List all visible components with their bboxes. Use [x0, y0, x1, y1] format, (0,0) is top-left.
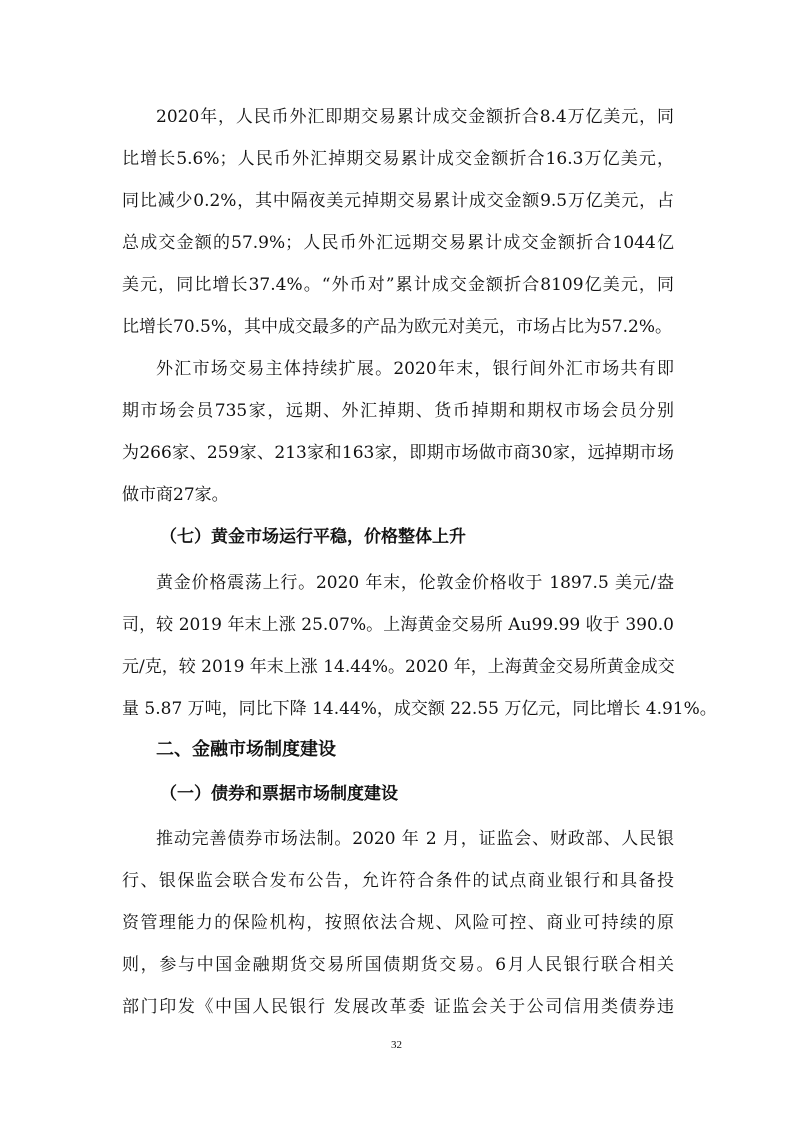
text-line: 部门印发《中国人民银行 发展改革委 证监会关于公司信用类债券违	[122, 997, 674, 1017]
section-title: 二、金融市场制度建设	[156, 739, 336, 760]
text-line: 黄金价格震荡上行。2020 年末，伦敦金价格收于 1897.5 美元/盎	[156, 573, 674, 593]
text-line: 2020年，人民币外汇即期交易累计成交金额折合8.4万亿美元，同	[156, 107, 674, 127]
text-line: 推动完善债券市场法制。2020 年 2 月，证监会、财政部、人民银	[156, 829, 674, 849]
text-line: 总成交金额的57.9%；人民币外汇远期交易累计成交金额折合1044亿	[122, 233, 674, 253]
text-line: 比增长70.5%，其中成交最多的产品为欧元对美元，市场占比为57.2%。	[122, 317, 673, 337]
text-line: 司，较 2019 年末上涨 25.07%。上海黄金交易所 Au99.99 收于 390.0	[122, 615, 674, 635]
subsection-heading-gold: （七）黄金市场运行平稳，价格整体上升	[160, 527, 466, 547]
text-line: 量 5.87 万吨，同比下降 14.44%，成交额 22.55 万亿元，同比增长 4.91%。	[122, 699, 717, 719]
text-line: 外汇市场交易主体持续扩展。2020年末，银行间外汇市场共有即	[156, 359, 674, 379]
text-line: 元/克，较 2019 年末上涨 14.44%。2020 年，上海黄金交易所黄金成交	[122, 657, 675, 677]
subsection-heading-bond: （一）债券和票据市场制度建设	[160, 784, 398, 804]
text-line: 行、银保监会联合发布公告，允许符合条件的试点商业银行和具备投	[122, 871, 674, 891]
text-line: 资管理能力的保险机构，按照依法合规、风险可控、商业可持续的原	[122, 913, 674, 933]
text-line: 做市商27家。	[122, 485, 229, 505]
text-line: 同比减少0.2%，其中隔夜美元掉期交易累计成交金额9.5万亿美元，占	[122, 191, 674, 211]
text-line: 比增长5.6%；人民币外汇掉期交易累计成交金额折合16.3万亿美元，	[122, 149, 674, 169]
text-line: 则，参与中国金融期货交易所国债期货交易。6月人民银行联合相关	[122, 955, 674, 975]
page-number: 32	[391, 1039, 402, 1051]
text-line: 为266家、259家、213家和163家，即期市场做市商30家，远掉期市场	[122, 443, 674, 463]
text-line: 美元，同比增长37.4%。“外币对”累计成交金额折合8109亿美元，同	[122, 275, 674, 295]
text-line: 期市场会员735家，远期、外汇掉期、货币掉期和期权市场会员分别	[122, 401, 674, 421]
